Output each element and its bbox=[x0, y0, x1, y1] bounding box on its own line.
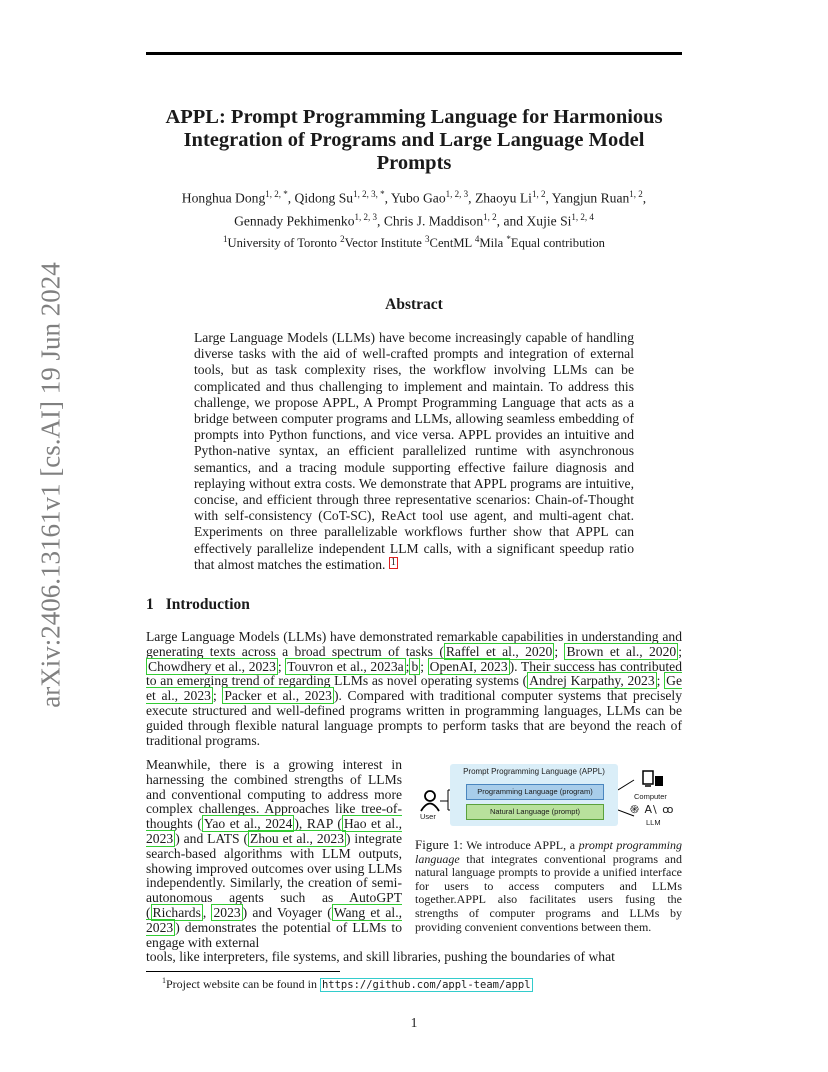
natural-language-box: Natural Language (prompt) bbox=[466, 804, 604, 820]
computer-icon bbox=[642, 770, 664, 788]
citation-link[interactable]: b bbox=[411, 658, 419, 674]
citation-link[interactable]: Touvron et al., 2023a bbox=[287, 658, 404, 674]
text: ; bbox=[405, 658, 410, 674]
computer-label: Computer bbox=[634, 792, 667, 801]
citation-link[interactable]: Chowdhery et al., 2023 bbox=[148, 658, 276, 674]
intro-paragraph-2 bbox=[146, 758, 402, 950]
appl-panel bbox=[450, 764, 618, 826]
project-url-link[interactable]: https://github.com/appl-team/appl bbox=[321, 979, 531, 991]
user-label: User bbox=[420, 812, 436, 821]
citation-link[interactable]: Hao et al., 2023 bbox=[146, 816, 402, 846]
citation-link[interactable]: Andrej Karpathy, 2023 bbox=[529, 673, 655, 689]
programming-language-box: Programming Language (program) bbox=[466, 784, 604, 800]
caption-text: that integrates conventional programs and natural language prompts to provide a unified interface for users to access computers and LLMs together.APPL also facilitates users fusing the strengths of computer programs and LLMs by providing convenient conventions between them. bbox=[415, 851, 682, 934]
citation-link[interactable]: Richards bbox=[152, 904, 201, 920]
affiliation-mark: 4 bbox=[474, 234, 480, 244]
author-name: Yubo Gao bbox=[390, 190, 446, 206]
footnote-ref-link[interactable]: 1 bbox=[390, 556, 396, 568]
text: ) demonstrates the potential of LLMs to engage with external bbox=[146, 919, 402, 950]
affiliation-mark: 1 bbox=[223, 234, 228, 244]
footnote-mark: 1 bbox=[162, 976, 166, 985]
footnote bbox=[162, 976, 533, 992]
author-name: Xujie Si bbox=[526, 213, 572, 229]
text: ; bbox=[678, 643, 682, 659]
affiliation-name: Mila bbox=[479, 236, 504, 251]
citation-link[interactable]: Wang et al., 2023 bbox=[146, 904, 402, 935]
page-number: 1 bbox=[410, 1015, 418, 1030]
citation-link[interactable]: Yao et al., 2024 bbox=[203, 816, 293, 832]
text: Large Language Models (LLMs) have demonstrated remarkable capabilities in understanding and generating texts across a broad spectrum of tasks ( bbox=[146, 629, 682, 659]
text: ; bbox=[212, 688, 223, 704]
text: ) and LATS ( bbox=[175, 830, 249, 846]
author-name: Gennady Pekhimenko bbox=[234, 213, 355, 229]
intro-paragraph-2-continued: tools, like interpreters, file systems, and skill libraries, pushing the boundaries of what bbox=[146, 949, 615, 964]
author-list: Honghua Dong$^{1, 2, *}$, Qidong $Su^{1, 2, 3, *}$, Yubo Gao$^{1, 2, 3}$, Zhaoyu Li$^{1, 2}$, Yangjun Ruan$^{1, 2}$, Gennady Pekhimenko$^{1, 2, 3}$, Chris J. Maddison$^{1, 2}$, and Xujie Si$^{1, 2, 4}$ bbox=[181, 189, 647, 229]
author-name: Qidong Su bbox=[294, 190, 354, 206]
text: ; bbox=[420, 658, 428, 674]
title-rest: Prompt Programming Language for Harmonious bbox=[230, 106, 663, 128]
figure-1-caption bbox=[415, 838, 682, 934]
figure-1-diagram bbox=[420, 762, 682, 830]
author-affiliation-mark: 1, 2 bbox=[483, 211, 497, 222]
author-name: Honghua Dong bbox=[181, 190, 266, 206]
text: ; bbox=[656, 673, 665, 689]
affiliation-name: Vector Institute bbox=[344, 236, 422, 251]
llm-logos-icon: ֍ A\ ꝏ bbox=[630, 803, 675, 816]
caption-label: Figure 1: bbox=[415, 837, 463, 852]
affiliation-mark: 2 bbox=[340, 234, 345, 244]
affiliation-name: Equal contribution bbox=[510, 236, 605, 251]
caption-emphasis: prompt programming language bbox=[415, 838, 682, 866]
abstract-text: Large Language Models (LLMs) have become increasingly capable of handling diverse tasks with the aid of well-crafted prompts and integration of external tools, but as task complexity rises, the workflow involving LLMs can be complicated and thus challenging to implement and maintain. To address this challenge, we propose APPL, A Prompt Programming Language that acts as a bridge between computer programs and LLMs, allowing seamless embedding of prompts into Python functions, and vice versa. APPL provides an intuitive and Python-native syntax, an efficient parallelized runtime with asynchronous semantics, and a tracing module supporting effective failure diagnosis and replaying without extra costs. We demonstrate that APPL programs are intuitive, concise, and efficient through three representative scenarios: Chain-of-Thought with self-consistency (CoT-SC), ReAct tool use agent, and multi-agent chat. Experiments on three parallelizable workflows further show that APPL can effectively parallelize independent LLM calls, with a significant speedup ratio that almost matches the estimation. bbox=[194, 330, 634, 572]
text: ). Compared with traditional computer systems that precisely execute structured and well-defined programs written in programming languages, LLMs can be guided through flexible natural language prompts to perform tasks that are beyond the reach of traditional programs. bbox=[146, 688, 682, 748]
text: ) and Voyager ( bbox=[242, 904, 332, 920]
author-affiliation-mark: 1, 2, * bbox=[265, 189, 288, 199]
affiliation-mark: 3 bbox=[425, 234, 430, 244]
citation-link[interactable]: OpenAI, 2023 bbox=[429, 658, 508, 674]
title-line2: Integration of Programs and Large Language Model Prompts bbox=[183, 129, 645, 174]
paper-title bbox=[146, 106, 682, 175]
panel-title: Prompt Programming Language (APPL) bbox=[463, 767, 605, 776]
citation-link[interactable]: Brown et al., 2020 bbox=[566, 643, 677, 659]
llm-label: LLM bbox=[646, 818, 661, 827]
abstract-heading: Abstract bbox=[385, 296, 443, 313]
author-name: Chris J. Maddison bbox=[383, 213, 484, 229]
author-affiliation-mark: 1, 2 bbox=[531, 189, 546, 199]
citation-link[interactable]: Raffel et al., 2020 bbox=[445, 643, 553, 659]
section-heading bbox=[146, 596, 250, 614]
citation-link[interactable]: Ge et al., 2023 bbox=[146, 673, 682, 704]
affiliation-name: University of Toronto bbox=[227, 236, 337, 251]
footnote-text: Project website can be found in bbox=[166, 977, 320, 991]
user-icon bbox=[420, 790, 440, 812]
section-number: 1 bbox=[146, 596, 154, 613]
author-name: Zhaoyu Li bbox=[474, 190, 532, 206]
text: ) integrate search-based algorithms with LLM outputs, showing improved outcomes over using LLMs independently. Similarly, the creation of semi-autonomous agents such as AutoGPT ( bbox=[146, 830, 402, 920]
arxiv-sidebar bbox=[35, 262, 66, 708]
text: ), RAP ( bbox=[294, 816, 342, 832]
citation-link[interactable]: Zhou et al., 2023 bbox=[250, 830, 345, 846]
abstract-body bbox=[194, 330, 634, 573]
author-affiliation-mark: 1, 2, 3 bbox=[354, 211, 378, 222]
section-title: Introduction bbox=[165, 596, 250, 613]
caption-text: We introduce APPL, a bbox=[462, 838, 579, 852]
affiliations bbox=[146, 234, 682, 251]
text: ). Their success has contributed to an emerging trend of regarding LLMs as novel operating systems ( bbox=[146, 658, 683, 689]
arxiv-identifier: arXiv:2406.13161v1 [cs.AI] 19 Jun 2024 bbox=[35, 262, 66, 708]
top-rule bbox=[146, 52, 682, 55]
text: ; bbox=[277, 658, 286, 674]
text: , bbox=[202, 904, 212, 920]
author-affiliation-mark: 1, 2, 3, * bbox=[353, 189, 385, 199]
text: ; bbox=[554, 643, 565, 659]
text: Meanwhile, there is a growing interest in harnessing the combined strengths of LLMs and conventional computing to address more complex challenges. Approaches like tree-of-thoughts ( bbox=[146, 757, 402, 832]
author-affiliation-mark: 1, 2 bbox=[629, 189, 643, 199]
author-affiliation-mark: 1, 2, 4 bbox=[571, 211, 594, 222]
author-name: Yangjun Ruan bbox=[551, 190, 630, 206]
citation-link[interactable]: Packer et al., 2023 bbox=[224, 688, 332, 704]
citation-link[interactable]: 2023 bbox=[213, 904, 241, 920]
footnote-rule bbox=[146, 971, 340, 972]
author-affiliation-mark: 1, 2, 3 bbox=[445, 189, 469, 199]
intro-paragraph-1 bbox=[146, 630, 682, 748]
affiliation-name: CentML bbox=[429, 236, 472, 251]
title-prefix: APPL: bbox=[165, 106, 226, 128]
affiliation-mark: * bbox=[506, 234, 511, 244]
